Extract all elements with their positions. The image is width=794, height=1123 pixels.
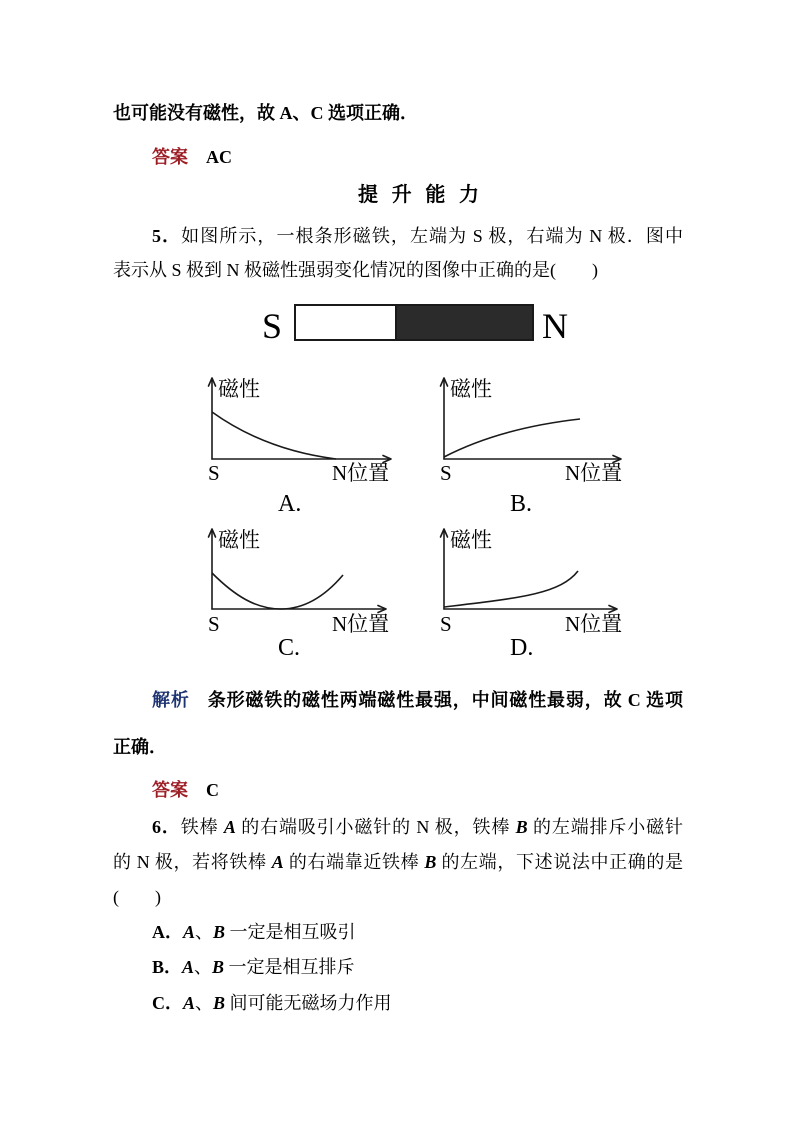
option-rod-1: A xyxy=(182,957,195,977)
q6-rod-b: B xyxy=(515,817,528,837)
q6-stem-segment: 的右端吸引小磁针的 N 极，铁棒 xyxy=(235,817,516,837)
q5-stem-line-1 xyxy=(152,226,683,246)
magnetism-curve xyxy=(212,573,343,609)
option-label: A. xyxy=(278,491,302,517)
x-axis-end-label: N位置 xyxy=(332,612,390,636)
q5-number: 5． xyxy=(152,226,182,246)
q6-option-b xyxy=(152,957,355,977)
option-label: D. xyxy=(510,635,534,661)
option-rod-2: B xyxy=(213,922,226,942)
option-label: C． xyxy=(152,993,183,1013)
q5-stem-text: 如图所示，一根条形磁铁，左端为 S 极，右端为 N 极．图中 xyxy=(181,226,683,246)
y-axis-label: 磁性 xyxy=(218,377,260,401)
option-label: C. xyxy=(278,635,301,661)
graph-option-c xyxy=(208,528,389,661)
option-separator: 、 xyxy=(194,957,213,977)
bar-magnet xyxy=(262,305,568,346)
magnetism-curve xyxy=(212,412,336,459)
answer-q4 xyxy=(152,147,232,167)
q6-rod-b: B xyxy=(424,852,437,872)
graph-option-d xyxy=(440,528,622,661)
q6-answer-blank: ( ) xyxy=(113,887,161,907)
answer-value: C xyxy=(206,780,219,800)
answer-label: 答案 xyxy=(152,147,188,167)
analysis-label: 解析 xyxy=(152,690,190,710)
section-title: 提 升 能 力 xyxy=(358,184,479,206)
q6-rod-a: A xyxy=(271,852,284,872)
previous-solution-tail: 也可能没有磁性，故 A、C 选项正确． xyxy=(113,103,418,123)
y-axis-label: 磁性 xyxy=(218,528,260,552)
option-rod-2: B xyxy=(213,993,226,1013)
x-axis-end-label: N位置 xyxy=(565,461,623,485)
answer-q5 xyxy=(152,780,219,800)
x-axis-end-label: N位置 xyxy=(332,461,390,485)
option-text: 间可能无磁场力作用 xyxy=(225,993,392,1013)
option-text: 一定是相互吸引 xyxy=(225,922,356,942)
q6-stem-segment: 铁棒 xyxy=(180,817,224,837)
graph-option-b xyxy=(440,377,622,517)
q6-stem-segment: 的 N 极，若将铁棒 xyxy=(113,852,272,872)
y-axis-label: 磁性 xyxy=(450,377,492,401)
magnet-north-pole-label: N xyxy=(542,306,568,346)
y-axis-label: 磁性 xyxy=(450,528,492,552)
q6-stem-segment: 的左端排斥小磁针 xyxy=(527,817,684,837)
answer-value: AC xyxy=(206,147,232,167)
option-separator: 、 xyxy=(195,993,214,1013)
magnet-south-pole-label: S xyxy=(262,306,283,346)
q5-analysis-line-1 xyxy=(152,690,683,710)
magnetism-curve xyxy=(444,419,580,457)
option-separator: 、 xyxy=(195,922,214,942)
q6-option-c xyxy=(152,993,392,1013)
x-axis-end-label: N位置 xyxy=(565,612,623,636)
x-axis-start-label: S xyxy=(208,612,220,636)
q6-number: 6． xyxy=(152,817,181,837)
q6-stem-segment: 的右端靠近铁棒 xyxy=(283,852,425,872)
option-label: B. xyxy=(510,491,533,517)
magnet-north-half xyxy=(396,305,533,340)
q6-stem-line-2 xyxy=(113,852,683,872)
analysis-text: 条形磁铁的磁性两端磁性最强，中间磁性最弱，故 C 选项 xyxy=(207,690,684,710)
magnetism-curve xyxy=(444,571,578,607)
q6-rod-a: A xyxy=(223,817,236,837)
option-label: A． xyxy=(152,922,183,942)
x-axis-start-label: S xyxy=(440,612,452,636)
answer-label: 答案 xyxy=(152,780,188,800)
q6-stem-segment: 的左端，下述说法中正确的是 xyxy=(436,852,684,872)
q6-option-a xyxy=(152,922,356,942)
option-rod-2: B xyxy=(212,957,225,977)
option-text: 一定是相互排斥 xyxy=(224,957,355,977)
q6-stem-line-1 xyxy=(152,817,683,837)
x-axis-start-label: S xyxy=(440,461,452,485)
x-axis-start-label: S xyxy=(208,461,220,485)
graph-option-a xyxy=(208,377,391,517)
option-rod-1: A xyxy=(183,993,196,1013)
option-label: B． xyxy=(152,957,183,977)
q5-analysis-line-2: 正确． xyxy=(113,737,167,757)
option-rod-1: A xyxy=(183,922,196,942)
q5-stem-line-2: 表示从 S 极到 N 极磁性强弱变化情况的图像中正确的是( ) xyxy=(113,260,598,280)
